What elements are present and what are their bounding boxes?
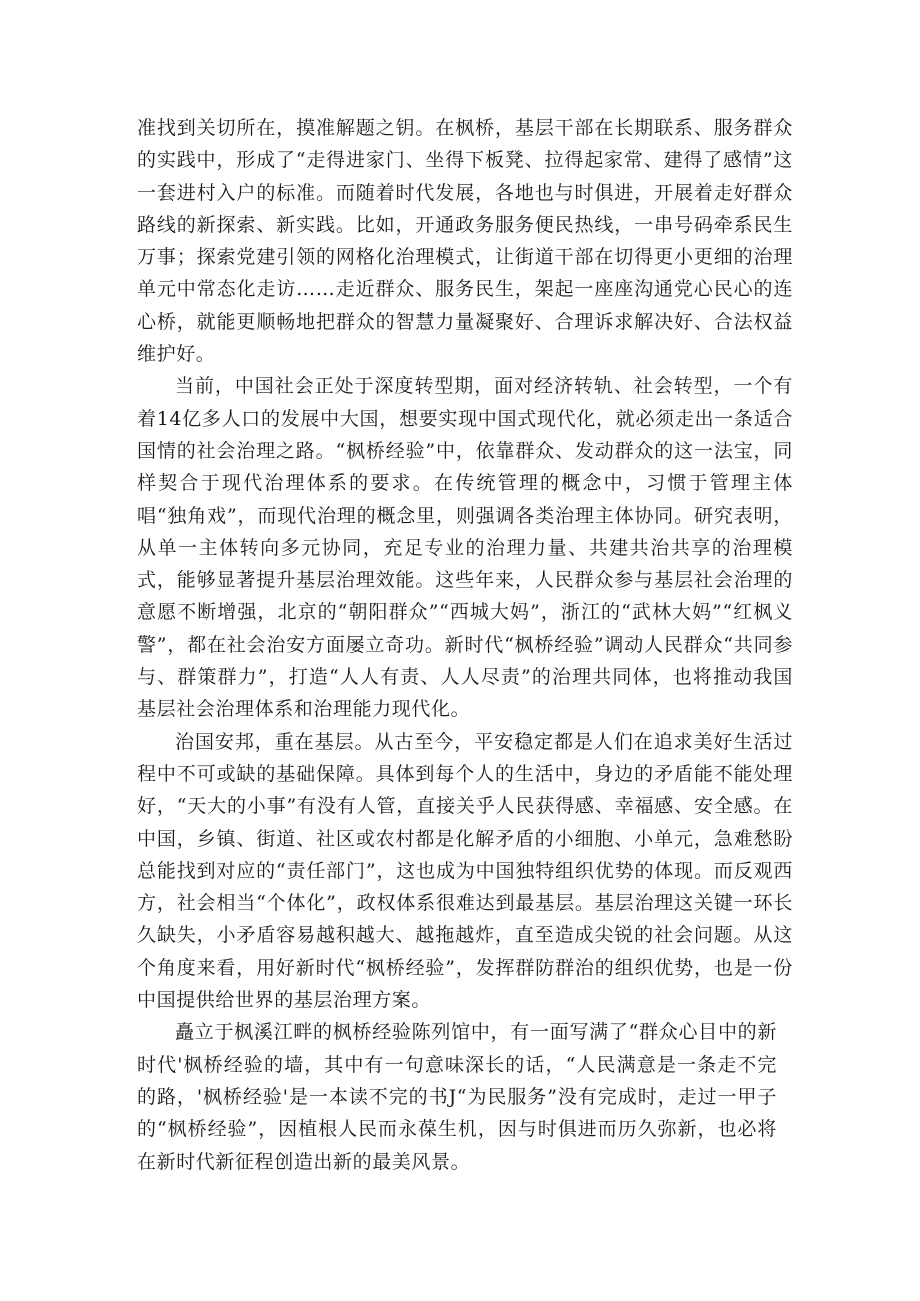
paragraph-2: 当前，中国社会正处于深度转型期，面对经济转轨、社会转型，一个有着14亿多人口的发展中大国，想要实现中国式现代化，就必须走出一条适合国情的社会治理之路。“枫桥经验”中，依靠群众、发动群众的这一法宝，同样契合于现代治理体系的要求。在传统管理的概念中，习惯于管理主体唱“独角戏”，而现代治理的概念里，则强调各类治理主体协同。研究表明，从单一主体转向多元协同，充足专业的治理力量、共建共治共享的治理模式，能够显著提升基层治理效能。这些年来，人民群众参与基层社会治理的意愿不断增强，北京的“朝阳群众”“西城大妈”，浙江的“武林大妈”“红枫义警”，都在社会治安方面屡立奇功。新时代“枫桥经验”调动人民群众“共同参与、群策群力”，打造“人人有责、人人尽责”的治理共同体，也将推动我国基层社会治理体系和治理能力现代化。 xyxy=(137,375,793,721)
paragraph-1: 准找到关切所在，摸准解题之钥。在枫桥，基层干部在长期联系、服务群众的实践中，形成了“走得进家门、坐得下板凳、拉得起家常、建得了感情”这一套进村入户的标准。而随着时代发展，各地也与时俱进，开展着走好群众路线的新探索、新实践。比如，开通政务服务便民热线，一串号码牵系民生万事；探索党建引领的网格化治理模式，让街道干部在切得更小更细的治理单元中常态化走访……走近群众、服务民生，架起一座座沟通党心民心的连心桥，就能更顺畅地把群众的智慧力量凝聚好、合理诉求解决好、合法权益维护好。 xyxy=(137,117,793,366)
paragraph-4: 矗立于枫溪江畔的枫桥经验陈列馆中，有一面写满了“群众心目中的新时代'枫桥经验的墙，其中有一句意味深长的话，“人民满意是一条走不完的路，'枫桥经验'是一本读不完的书J“为民服务”没有完成时，走过一甲子的“枫桥经验”，因植根人民而永葆生机，因与时俱进而历久弥新，也必将在新时代新征程创造出新的最美风景。 xyxy=(137,1021,777,1173)
document-body xyxy=(137,112,793,1178)
paragraph-3: 治国安邦，重在基层。从古至今，平安稳定都是人们在追求美好生活过程中不可或缺的基础保障。具体到每个人的生活中，身边的矛盾能不能处理好，“天大的小事”有没有人管，直接关乎人民获得感、幸福感、安全感。在中国，乡镇、街道、社区或农村都是化解矛盾的小细胞、小单元，急难愁盼总能找到对应的“责任部门”，这也成为中国独特组织优势的体现。而反观西方，社会相当“个体化”，政权体系很难达到最基层。基层治理这关键一环长久缺失，小矛盾容易越积越大、越拖越炸，直至造成尖锐的社会问题。从这个角度来看，用好新时代“枫桥经验”，发挥群防群治的组织优势，也是一份中国提供给世界的基层治理方案。 xyxy=(137,730,793,1012)
